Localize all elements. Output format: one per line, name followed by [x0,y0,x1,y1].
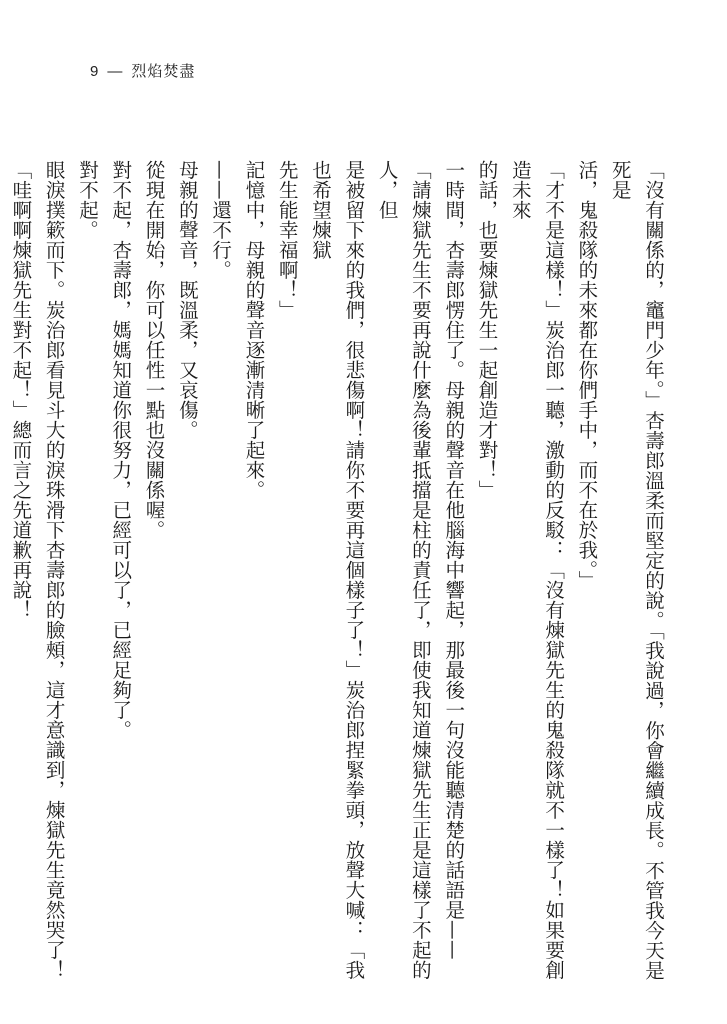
text-line: 對不起。 [75,160,99,240]
text-line: 「請煉獄先生不要再說什麼為後輩抵擋是柱的責任了，即使我知道煉獄先生正是這樣了不起的人，但 [375,160,432,980]
vertical-text-body [9,160,670,990]
text-line: 「沒有關係的，竈門少年。」杏壽郎溫柔而堅定的說。「我說過，你會繼續成長。不管我今天是死是 [608,160,665,981]
text-line: 「哇啊啊煉獄先生對不起！」總而言之先道歉再說！ [9,160,33,620]
text-line: 眼淚撲簌而下。炭治郎看見斗大的淚珠滑下杏壽郎的臉頰，這才意識到，煉獄先生竟然哭了！ [42,160,66,980]
text-line: 母親的聲音，既溫柔，又哀傷。 [175,160,199,440]
chapter-title: 烈焰焚盡 [131,63,196,80]
text-line: 一時間，杏壽郎愣住了。母親的聲音在他腦海中響起，那最後一句沒能聽清楚的話語是—— [442,160,466,960]
text-line: 對不起，杏壽郎，媽媽知道你很努力，已經可以了，已經足夠了。 [109,160,133,740]
text-line: 活，鬼殺隊的未來都在你們手中，而不在於我。」 [575,160,599,591]
header-separator: — [107,63,124,80]
text-line: 是被留下來的我們，很悲傷啊！請你不要再這個樣子了！」炭治郎捏緊拳頭，放聲大喊：「我也希望煉獄 [309,160,366,980]
text-line: 記憶中，母親的聲音逐漸清晰了起來。 [242,160,266,500]
text-line: 「才不是這樣！」炭治郎一聽，激動的反駁：「沒有煉獄先生的鬼殺隊就不一樣了！如果要創造未來 [508,160,566,980]
text-line: 的話，也要煉獄先生一起創造才對！」 [475,160,499,500]
text-line: ——還不行。 [209,160,233,280]
text-line: 從現在開始，你可以任性一點也沒關係喔。 [142,160,166,540]
running-header [90,60,195,81]
page-number: 9 [90,63,100,80]
text-line: 先生能幸福啊！」 [275,160,299,320]
